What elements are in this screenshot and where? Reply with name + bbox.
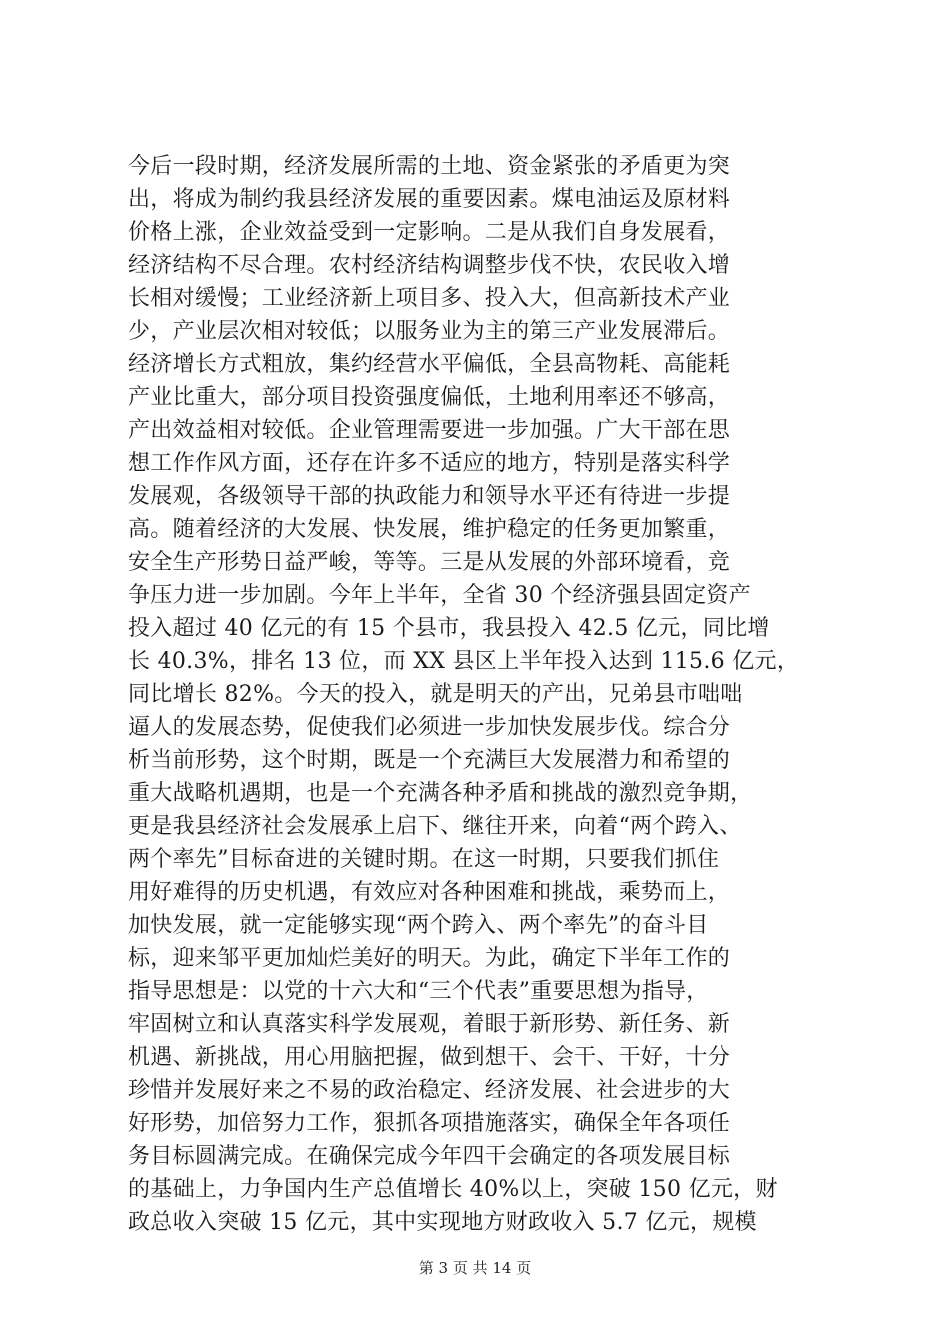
text-line: 出，将成为制约我县经济发展的重要因素。煤电油运及原材料 (128, 187, 731, 212)
page-number-footer: 第 3 页 共 14 页 (418, 1259, 532, 1277)
text-line: 的基础上，力争国内生产总值增长 40%以上，突破 150 亿元，财 (128, 1177, 778, 1202)
text-line: 投入超过 40 亿元的有 15 个县市，我县投入 42.5 亿元，同比增 (128, 616, 770, 641)
text-line: 机遇、新挑战，用心用脑把握，做到想干、会干、干好，十分 (128, 1045, 731, 1070)
text-line: 析当前形势，这个时期，既是一个充满巨大发展潜力和希望的 (128, 748, 731, 773)
text-line: 产出效益相对较低。企业管理需要进一步加强。广大干部在思 (128, 418, 731, 443)
text-line: 好形势，加倍努力工作，狠抓各项措施落实，确保全年各项任 (128, 1111, 731, 1136)
text-line: 想工作作风方面，还存在许多不适应的地方，特别是落实科学 (128, 451, 731, 476)
body-paragraph (128, 150, 828, 1239)
text-line: 牢固树立和认真落实科学发展观，着眼于新形势、新任务、新 (128, 1012, 731, 1037)
text-line: 争压力进一步加剧。今年上半年，全省 30 个经济强县固定资产 (128, 583, 751, 608)
text-line: 更是我县经济社会发展承上启下、继往开来，向着“两个跨入、 (128, 814, 742, 839)
text-line: 经济结构不尽合理。农村经济结构调整步伐不快，农民收入增 (128, 253, 731, 278)
text-line: 高。随着经济的大发展、快发展，维护稳定的任务更加繁重， (128, 517, 731, 542)
text-line: 政总收入突破 15 亿元，其中实现地方财政收入 5.7 亿元，规模 (128, 1210, 757, 1235)
text-line: 逼人的发展态势，促使我们必须进一步加快发展步伐。综合分 (128, 715, 731, 740)
text-line: 用好难得的历史机遇，有效应对各种困难和挑战，乘势而上， (128, 880, 731, 905)
text-line: 加快发展，就一定能够实现“两个跨入、两个率先”的奋斗目 (128, 913, 709, 938)
text-line: 长相对缓慢；工业经济新上项目多、投入大，但高新技术产业 (128, 286, 731, 311)
text-line: 指导思想是：以党的十六大和“三个代表”重要思想为指导， (128, 979, 709, 1004)
text-line: 珍惜并发展好来之不易的政治稳定、经济发展、社会进步的大 (128, 1078, 731, 1103)
text-line: 两个率先”目标奋进的关键时期。在这一时期，只要我们抓住 (128, 847, 720, 872)
text-line: 少，产业层次相对较低；以服务业为主的第三产业发展滞后。 (128, 319, 731, 344)
text-line: 今后一段时期，经济发展所需的土地、资金紧张的矛盾更为突 (128, 154, 731, 179)
text-line: 长 40.3%，排名 13 位，而 XX 县区上半年投入达到 115.6 亿元， (128, 649, 800, 674)
text-line: 经济增长方式粗放，集约经营水平偏低，全县高物耗、高能耗 (128, 352, 731, 377)
text-line: 产业比重大，部分项目投资强度偏低，土地利用率还不够高， (128, 385, 731, 410)
text-line: 标，迎来邹平更加灿烂美好的明天。为此，确定下半年工作的 (128, 946, 731, 971)
text-line: 务目标圆满完成。在确保完成今年四干会确定的各项发展目标 (128, 1144, 731, 1169)
text-line: 发展观，各级领导干部的执政能力和领导水平还有待进一步提 (128, 484, 731, 509)
text-line: 价格上涨，企业效益受到一定影响。二是从我们自身发展看， (128, 220, 731, 245)
text-line: 安全生产形势日益严峻，等等。三是从发展的外部环境看，竞 (128, 550, 731, 575)
text-line: 同比增长 82%。今天的投入，就是明天的产出，兄弟县市咄咄 (128, 682, 743, 707)
text-line: 重大战略机遇期，也是一个充满各种矛盾和挑战的激烈竞争期， (128, 781, 753, 806)
